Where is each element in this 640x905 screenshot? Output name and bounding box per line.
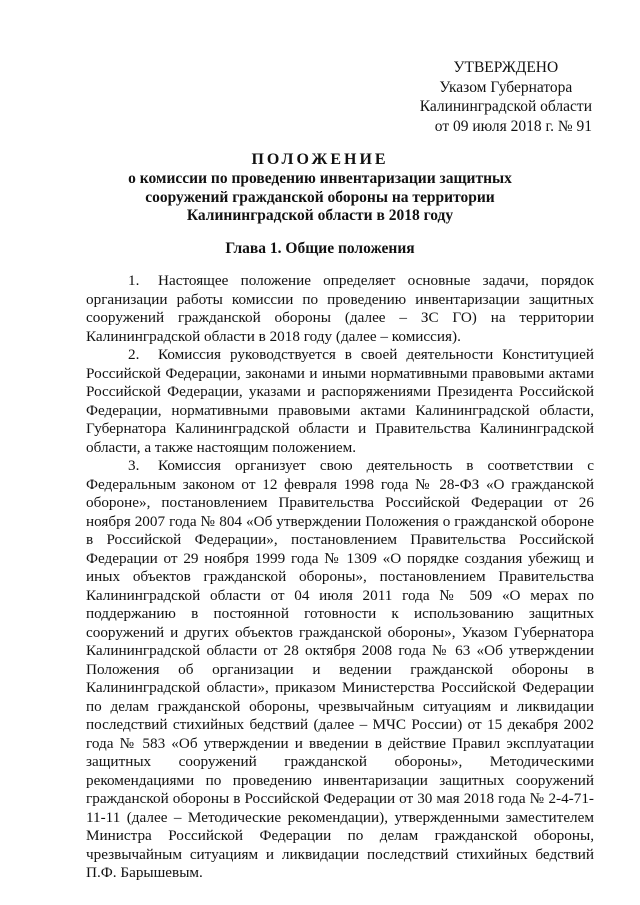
paragraph-text: Комиссия организует свою деятельность в соответствии с Федеральным законом от 12 февраля 1998 года № 28-ФЗ «О гражданской обороне», постановлением Правительства Российской Федерации от 26 ноября 2007 года № 804 «Об утверждении Положения о гражданской обороне в Российской Федерации», постановлением Правительства Российской Федерации от 29 ноября 1999 года № 1309 «О порядке создания убежищ и иных объектов гражданской обороны», постановлением Правительства Калининградской области от 04 июля 2011 года № 509 «О мерах по поддержанию в постоянной готовности к использованию защитных сооружений и других объектов гражданской обороны», Указом Губернатора Калининградской области от 28 октября 2008 года № 63 «Об утверждении Положения об организации и ведении гражданской обороны в Калининградской области», приказом Министерства Российской Федерации по делам гражданской обороны, чрезвычайным ситуациям и ликвидации последствий стихийных бедствий (далее – МЧС России) от 15 декабря 2002 года № 583 «Об утверждении и введении в действие Правил эксплуатации защитных сооружений гражданской обороны», Методическими рекомендациями по проведению инвентаризации защитных сооружений гражданской обороны в Российской Федерации от 30 мая 2018 года № 2-4-71-11-11 (далее – Методические рекомендации), утвержденными заместителем Министра Российской Федерации по делам гражданской обороны, чрезвычайным ситуациям и ликвидации последствий стихийных бедствий П.Ф. Барышевым. [86,457,594,881]
paragraph [86,272,594,346]
approval-region: Калининградской области [419,98,592,115]
paragraph [86,457,594,883]
chapter-heading: Глава 1. Общие положения [225,240,415,257]
document-title-main: ПОЛОЖЕНИЕ [251,151,389,168]
paragraph [86,346,594,457]
document-body [86,272,594,883]
paragraph-text: Настоящее положение определяет основные задачи, порядок организации работы комиссии по проведению инвентаризации защитных сооружений гражданской обороны (далее – ЗС ГО) на территории Калининградской области в 2018 году (далее – комиссия). [86,272,594,345]
paragraph-text: Комиссия руководствуется в своей деятельности Конституцией Российской Федерации, законами и иными нормативными правовыми актами Российской Федерации, указами и распоряжениями Президента Российской Федерации, нормативными правовыми актами Калининградской области, Губернатора Калининградской области и Правительства Калининградской области, а также настоящим положением. [86,346,594,456]
approval-approved: УТВЕРЖДЕНО [453,59,559,76]
approval-stamp [420,58,592,136]
paragraph-number: 2. [128,346,140,363]
approval-by-decree: Указом Губернатора [439,78,573,96]
paragraph-number: 3. [128,457,140,474]
document-subtitle: о комиссии по проведению инвентаризации защитных сооружений гражданской обороны на территории Калининградской области в 2018 году [128,170,512,224]
paragraph-number: 1. [128,272,140,289]
approval-date-line: от 09 июля 2018 г. № 91 [434,117,592,135]
document-title [88,150,552,226]
